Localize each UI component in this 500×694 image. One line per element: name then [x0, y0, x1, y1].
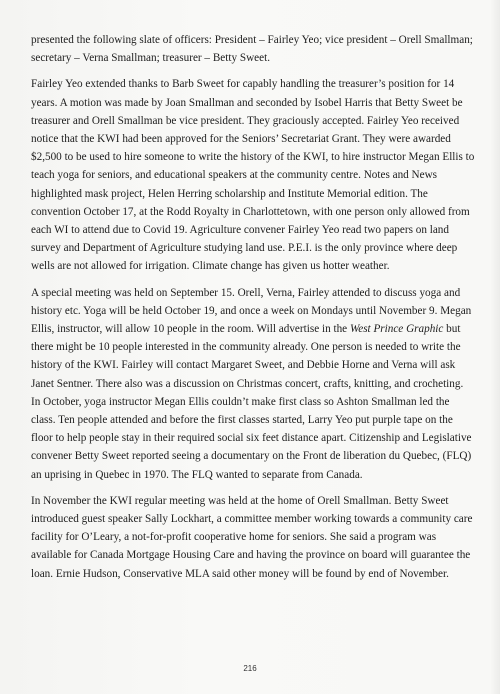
paragraph-text: but there might be 10 people interested in the community already. One person is needed to write the history of the KWI. Fairley will contact Margaret Sweet, and Debbie Horne and Verna will ask Janet Sentner. There also was a discussion on Christmas concert, crafts, knitting, and crocheting. In October, yoga instructor Megan Ellis couldn’t make first class so Ashton Smallman led the class. Ten people attended and before the first classes started, Larry Yeo put purple tape on the floor to help people stay in their required social six feet distance apart. Citizenship and Legislative convener Betty Sweet reported seeing a documentary on the Front de liberation du Quebec, (FLQ) an uprising in Quebec in 1970. The FLQ wanted to separate from Canada.: [31, 323, 472, 481]
paragraph-november-meeting: [31, 492, 475, 583]
paragraph-officers: [31, 31, 475, 67]
newspaper-title: West Prince Graphic: [349, 323, 444, 336]
paragraph-text: In November the KWI regular meeting was held at the home of Orell Smallman. Betty Sweet introduced guest speaker Sally Lockhart, a committee member working towards a community care facility for O’Leary, a not-for-profit cooperative home for seniors. She said a program was available for Canada Mortgage Housing Care and having the province on board will guarantee the loan. Ernie Hudson, Conservative MLA said other money will be found by end of November.: [31, 494, 473, 580]
page-number: 216: [243, 664, 257, 673]
paragraph-text: Fairley Yeo extended thanks to Barb Sweet for capably handling the treasurer’s position for 14 years. A motion was made by Joan Smallman and seconded by Isobel Harris that Betty Sweet be treasurer and Orell Smallman be vice president. They graciously accepted. Fairley Yeo received notice that the KWI had been approved for the Seniors’ Secretariat Grant. They were awarded $2,500 to be used to hire someone to write the history of the KWI, to hire instructor Megan Ellis to teach yoga for seniors, and educational speakers at the community centre. Notes and News highlighted mask project, Helen Herring scholarship and Institute Memorial edition. The convention October 17, at the Rodd Royalty in Charlottetown, with one person only allowed from each WI to attend due to Covid 19. Agriculture convener Fairley Yeo read two papers on land survey and Department of Agriculture studying land use. P.E.I. is the only province where deep wells are not allowed for irrigation. Climate change has given us hotter weather.: [31, 78, 475, 273]
paragraph-text: A special meeting was held on September 15. Orell, Verna, Fairley attended to discuss yoga and history etc. Yoga will be held October 19, and once a week on Mondays until November 9. Megan Ellis, instructor, will allow 10 people in the room. Will advertise in the: [31, 286, 472, 336]
body-text: [31, 31, 475, 591]
paragraph-text: presented the following slate of officers: President – Fairley Yeo; vice president – Orell Smallman; secretary – Verna Smallman; treasurer – Betty Sweet.: [31, 34, 473, 65]
paragraph-special-meeting: [31, 284, 475, 484]
paragraph-treasurer-thanks: [31, 75, 475, 275]
page-edge-shadow: [490, 0, 500, 694]
